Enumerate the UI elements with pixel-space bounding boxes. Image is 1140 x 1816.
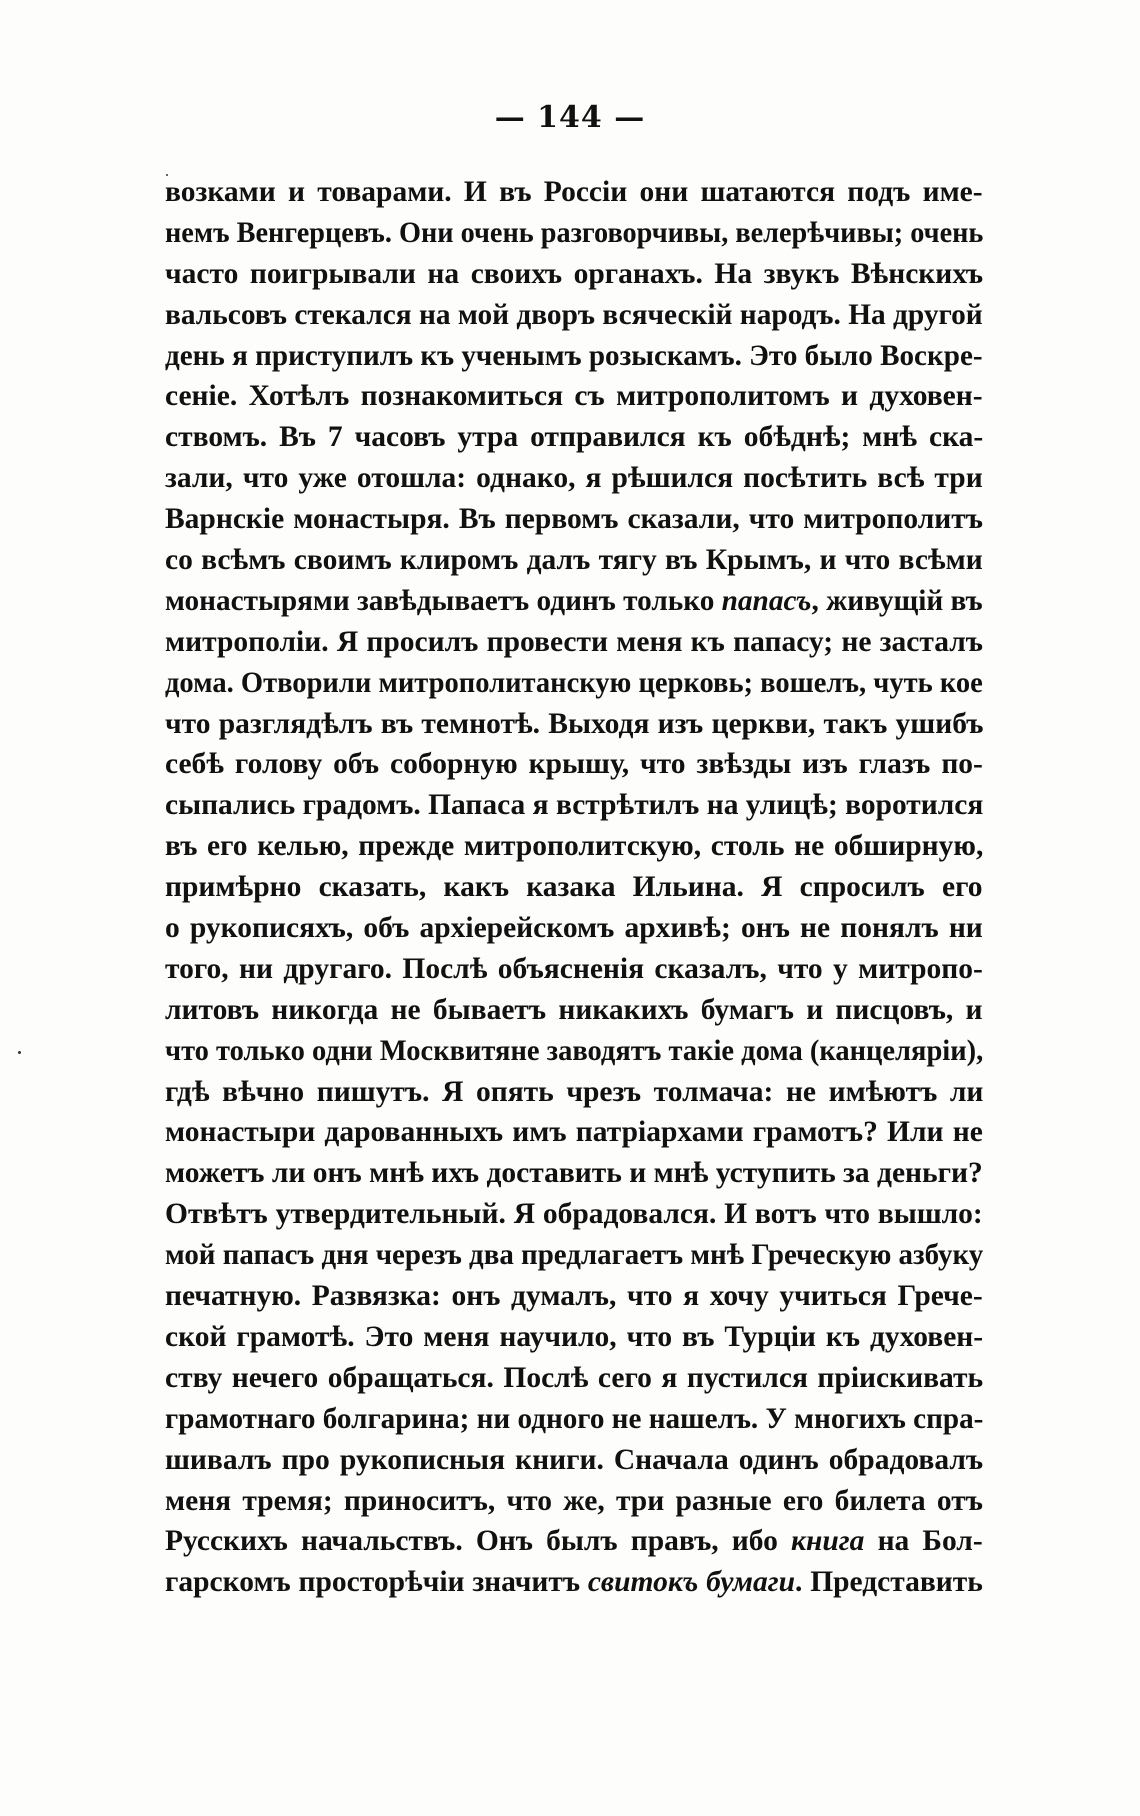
text-line: Варнскіе монастыря. Въ первомъ сказали, что митрополитъ: [165, 503, 983, 536]
text-line: сеніе. Хотѣлъ познакомиться съ митрополитомъ и духовен-: [165, 380, 983, 413]
text-line: ствомъ. Въ 7 часовъ утра отправился къ обѣднѣ; мнѣ ска-: [165, 421, 983, 454]
text-line: что разглядѣлъ въ темнотѣ. Выходя изъ церкви, такъ ушибъ: [165, 707, 983, 740]
scan-speck: [18, 1051, 21, 1054]
text-line: себѣ голову объ соборную крышу, что звѣзды изъ глазъ по-: [165, 748, 983, 781]
text-line: о рукописяхъ, объ архіерейскомъ архивѣ; онъ не понялъ ни: [165, 912, 983, 945]
text-line: часто поигрывали на своихъ органахъ. На звукъ Вѣнскихъ: [165, 257, 983, 290]
text-line: печатную. Развязка: онъ думалъ, что я хочу учиться Грече-: [165, 1280, 983, 1313]
text-line: зали, что уже отошла: однако, я рѣшился посѣтить всѣ три: [165, 462, 983, 495]
text-line: меня тремя; приноситъ, что же, три разные его билета отъ: [165, 1484, 983, 1517]
text-line: немъ Венгерцевъ. Они очень разговорчивы, велерѣчивы; очень: [165, 216, 983, 249]
text-line: Отвѣтъ утвердительный. Я обрадовался. И вотъ что вышло:: [165, 1198, 983, 1231]
text-line: ству нечего обращаться. Послѣ сего я пустился пріискивать: [165, 1361, 983, 1394]
text-line: монастыри дарованныхъ имъ патріархами грамотъ? Или не: [165, 1116, 983, 1149]
text-line: гдѣ вѣчно пишутъ. Я опять чрезъ толмача: не имѣютъ ли: [165, 1075, 983, 1108]
text-line: литовъ никогда не бываетъ никакихъ бумагъ и писцовъ, и: [165, 993, 983, 1026]
text-line: шивалъ про рукописныя книги. Сначала одинъ обрадовалъ: [165, 1443, 983, 1476]
text-line: день я приступилъ къ ученымъ розыскамъ. Это было Воскре-: [165, 339, 983, 372]
text-line: въ его келью, прежде митрополитскую, столь не обширную,: [165, 830, 983, 863]
text-line: ской грамотѣ. Это меня научило, что въ Турціи къ духовен-: [165, 1320, 983, 1353]
text-line: можетъ ли онъ мнѣ ихъ доставить и мнѣ уступить за деньги?: [165, 1157, 983, 1190]
text-line: возками и товарами. И въ Россіи они шатаются подъ име-: [165, 176, 983, 208]
text-line: гарскомъ просторѣчіи значитъ свитокъ бумаги. Представить: [165, 1566, 983, 1599]
text-line: что только одни Москвитяне заводятъ такіе дома (канцеляріи),: [165, 1034, 983, 1067]
text-line: Русскихъ начальствъ. Онъ былъ правъ, ибо книга на Бол-: [165, 1525, 983, 1558]
text-line: примѣрно сказать, какъ казака Ильина. Я спросилъ его: [165, 871, 983, 904]
text-line: вальсовъ стекался на мой дворъ всяческій народъ. На другой: [165, 298, 983, 331]
body-text: [165, 172, 983, 1603]
page-number: — 144 —: [494, 100, 646, 135]
italic-word: папасъ: [721, 584, 812, 617]
text-line: мой папасъ дня черезъ два предлагаетъ мнѣ Греческую азбуку: [165, 1239, 983, 1272]
scan-speck: [166, 174, 168, 176]
text-line: дома. Отворили митрополитанскую церковь; вошелъ, чуть кое: [165, 666, 983, 699]
text-line: грамотнаго болгарина; ни одного не нашелъ. У многихъ спра-: [165, 1402, 983, 1435]
text-line: того, ни другаго. Послѣ объясненія сказалъ, что у митропо-: [165, 952, 983, 985]
italic-word: книга: [791, 1525, 865, 1558]
text-line: монастырями завѣдываетъ одинъ только папасъ, живущій въ: [165, 584, 983, 617]
text-line: со всѣмъ своимъ клиромъ далъ тягу въ Крымъ, и что всѣми: [165, 544, 983, 577]
text-line: митрополіи. Я просилъ провести меня къ папасу; не засталъ: [165, 625, 983, 658]
text-line: сыпались градомъ. Папаса я встрѣтилъ на улицѣ; воротился: [165, 789, 983, 822]
italic-word: свитокъ бумаги: [587, 1566, 796, 1599]
